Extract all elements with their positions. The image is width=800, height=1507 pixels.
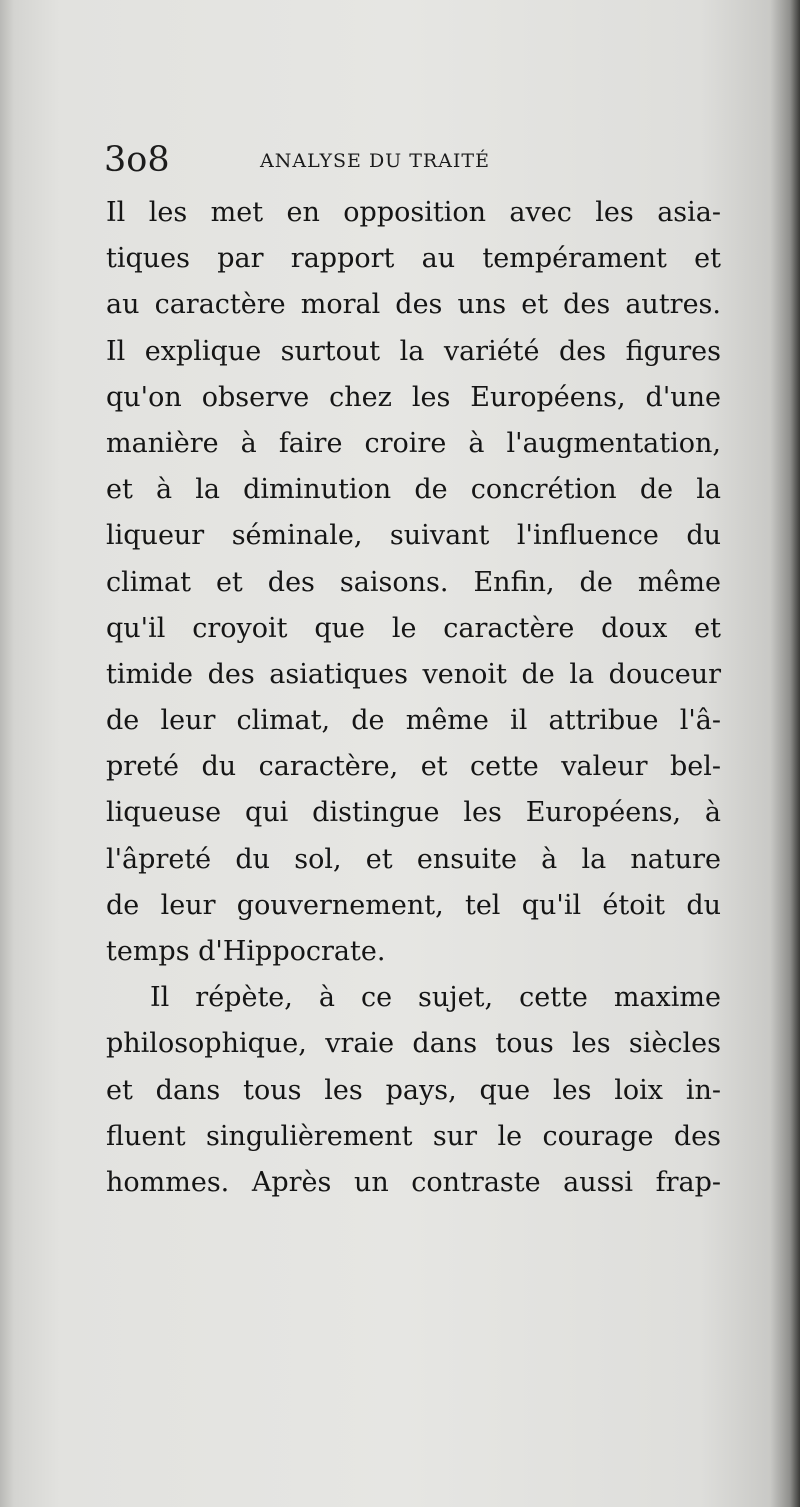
- body-text: [106, 190, 721, 1206]
- text-line: et à la diminution de concrétion de la: [106, 474, 721, 506]
- text-line: et dans tous les pays, que les loix in-: [106, 1074, 721, 1106]
- text-line: Il explique surtout la variété des figures: [106, 335, 721, 367]
- text-line: Il répète, à ce sujet, cette maxime: [150, 982, 721, 1014]
- page-header: [104, 138, 724, 182]
- text-line: Il les met en opposition avec les asia-: [106, 197, 721, 228]
- text-line: fluent singulièrement sur le courage des: [106, 1120, 721, 1152]
- text-line: de leur gouvernement, tel qu'il étoit du: [106, 889, 721, 921]
- text-line: liqueuse qui distingue les Européens, à: [106, 797, 721, 829]
- text-line: timide des asiatiques venoit de la douceur: [106, 658, 721, 690]
- text-line: temps d'Hippocrate.: [106, 936, 386, 967]
- text-line: au caractère moral des uns et des autres.: [106, 289, 721, 321]
- running-title: ANALYSE DU TRAITÉ: [260, 150, 490, 172]
- text-line: philosophique, vraie dans tous les siècles: [106, 1028, 721, 1060]
- text-line: l'âpreté du sol, et ensuite à la nature: [106, 843, 721, 875]
- text-line: preté du caractère, et cette valeur bel-: [106, 751, 721, 783]
- paragraph-1: [106, 190, 721, 975]
- text-line: tiques par rapport au tempérament et: [106, 243, 721, 275]
- text-line: climat et des saisons. Enfin, de même: [106, 566, 721, 598]
- paragraph-2: [106, 975, 721, 1206]
- text-line: qu'on observe chez les Européens, d'une: [106, 381, 721, 413]
- text-line: de leur climat, de même il attribue l'â-: [106, 705, 721, 737]
- text-line: hommes. Après un contraste aussi frap-: [106, 1166, 721, 1198]
- text-line: qu'il croyoit que le caractère doux et: [106, 612, 721, 644]
- text-line: manière à faire croire à l'augmentation,: [106, 427, 721, 459]
- page-number: 3o8: [104, 140, 170, 180]
- text-line: liqueur séminale, suivant l'influence du: [106, 520, 721, 552]
